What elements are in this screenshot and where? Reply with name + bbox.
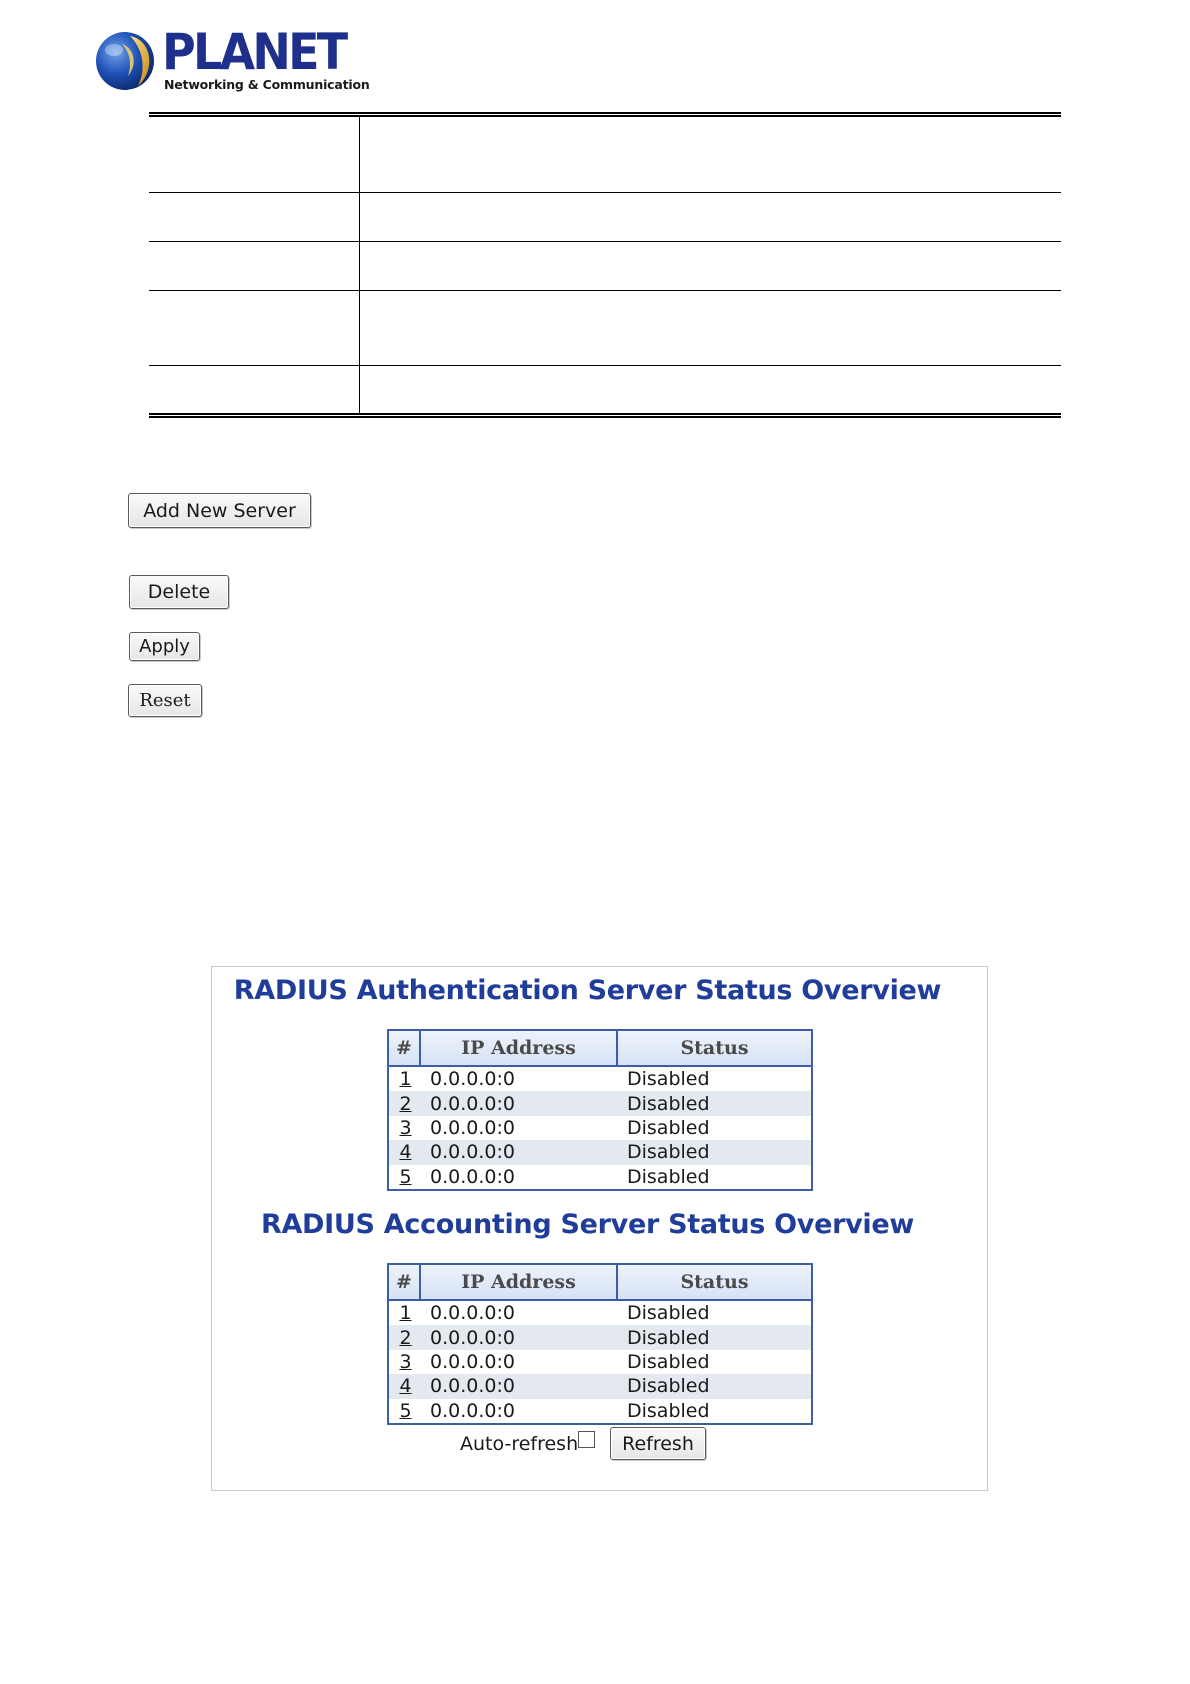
table-header-row xyxy=(388,1264,812,1300)
table-cell xyxy=(360,366,1061,413)
ip-address-cell: 0.0.0.0:0 xyxy=(420,1374,617,1398)
server-number-link[interactable]: 5 xyxy=(399,1399,412,1422)
status-cell: Disabled xyxy=(617,1374,812,1398)
column-header-ip-address: IP Address xyxy=(420,1264,617,1300)
table-row xyxy=(388,1116,812,1140)
table-row xyxy=(388,1374,812,1398)
ip-address-cell: 0.0.0.0:0 xyxy=(420,1140,617,1164)
table-row xyxy=(388,1300,812,1325)
status-cell: Disabled xyxy=(617,1140,812,1164)
table-cell xyxy=(149,291,360,365)
table-row xyxy=(149,365,1061,413)
table-cell xyxy=(149,366,360,413)
server-number-link[interactable]: 3 xyxy=(399,1350,412,1373)
table-cell xyxy=(149,117,360,192)
planet-logo xyxy=(94,23,370,94)
ip-address-cell: 0.0.0.0:0 xyxy=(430,1350,515,1373)
status-cell: Disabled xyxy=(627,1350,710,1373)
auth-overview-title: RADIUS Authentication Server Status Overview xyxy=(233,975,942,1006)
table-cell xyxy=(149,242,360,290)
status-cell: Disabled xyxy=(627,1068,710,1091)
server-number-link[interactable]: 2 xyxy=(399,1326,412,1349)
refresh-bar xyxy=(212,1427,987,1463)
add-new-server-button[interactable]: Add New Server xyxy=(128,493,311,528)
table-cell xyxy=(360,193,1061,241)
status-cell: Disabled xyxy=(627,1302,710,1325)
table-row xyxy=(149,290,1061,365)
table-row xyxy=(388,1399,812,1424)
auto-refresh-checkbox[interactable] xyxy=(578,1431,595,1448)
reset-button[interactable]: Reset xyxy=(128,684,202,717)
table-row xyxy=(388,1165,812,1190)
parameter-table xyxy=(149,112,1061,418)
ip-address-cell: 0.0.0.0:0 xyxy=(430,1302,515,1325)
auth-status-table xyxy=(387,1029,813,1191)
brand-wordmark: PLANET xyxy=(162,23,346,81)
server-number-link[interactable]: 4 xyxy=(399,1375,412,1398)
server-number-link[interactable]: 4 xyxy=(399,1141,412,1164)
table-row xyxy=(149,192,1061,241)
acct-overview-title: RADIUS Accounting Server Status Overview xyxy=(260,1209,915,1240)
column-header-number: # xyxy=(388,1264,420,1300)
apply-button[interactable]: Apply xyxy=(129,632,200,661)
radius-overview-panel xyxy=(211,966,988,1491)
auto-refresh-label: Auto-refresh xyxy=(460,1433,579,1455)
table-row xyxy=(388,1140,812,1164)
status-cell: Disabled xyxy=(627,1116,710,1139)
refresh-button[interactable]: Refresh xyxy=(610,1427,706,1460)
ip-address-cell: 0.0.0.0:0 xyxy=(430,1165,515,1188)
delete-button[interactable]: Delete xyxy=(129,575,229,609)
globe-icon xyxy=(94,30,156,92)
ip-address-cell: 0.0.0.0:0 xyxy=(430,1116,515,1139)
server-number-link[interactable]: 1 xyxy=(399,1068,412,1091)
table-header-row xyxy=(388,1030,812,1066)
status-cell: Disabled xyxy=(617,1325,812,1349)
table-row xyxy=(149,241,1061,290)
column-header-status: Status xyxy=(617,1030,812,1066)
table-cell xyxy=(360,117,1061,192)
table-cell xyxy=(360,291,1061,365)
ip-address-cell: 0.0.0.0:0 xyxy=(430,1068,515,1091)
server-number-link[interactable]: 5 xyxy=(399,1165,412,1188)
server-number-link[interactable]: 2 xyxy=(399,1092,412,1115)
column-header-status: Status xyxy=(617,1264,812,1300)
acct-status-table xyxy=(387,1263,813,1425)
status-cell: Disabled xyxy=(627,1165,710,1188)
table-row xyxy=(149,117,1061,192)
brand-tagline: Networking & Communication xyxy=(164,77,370,92)
ip-address-cell: 0.0.0.0:0 xyxy=(420,1325,617,1349)
table-row xyxy=(388,1066,812,1091)
table-row xyxy=(388,1325,812,1349)
status-cell: Disabled xyxy=(627,1399,710,1422)
table-row xyxy=(388,1091,812,1115)
column-header-number: # xyxy=(388,1030,420,1066)
ip-address-cell: 0.0.0.0:0 xyxy=(430,1399,515,1422)
table-cell xyxy=(149,193,360,241)
server-number-link[interactable]: 3 xyxy=(399,1116,412,1139)
ip-address-cell: 0.0.0.0:0 xyxy=(420,1091,617,1115)
table-cell xyxy=(360,242,1061,290)
server-number-link[interactable]: 1 xyxy=(399,1302,412,1325)
table-row xyxy=(388,1350,812,1374)
column-header-ip-address: IP Address xyxy=(420,1030,617,1066)
status-cell: Disabled xyxy=(617,1091,812,1115)
